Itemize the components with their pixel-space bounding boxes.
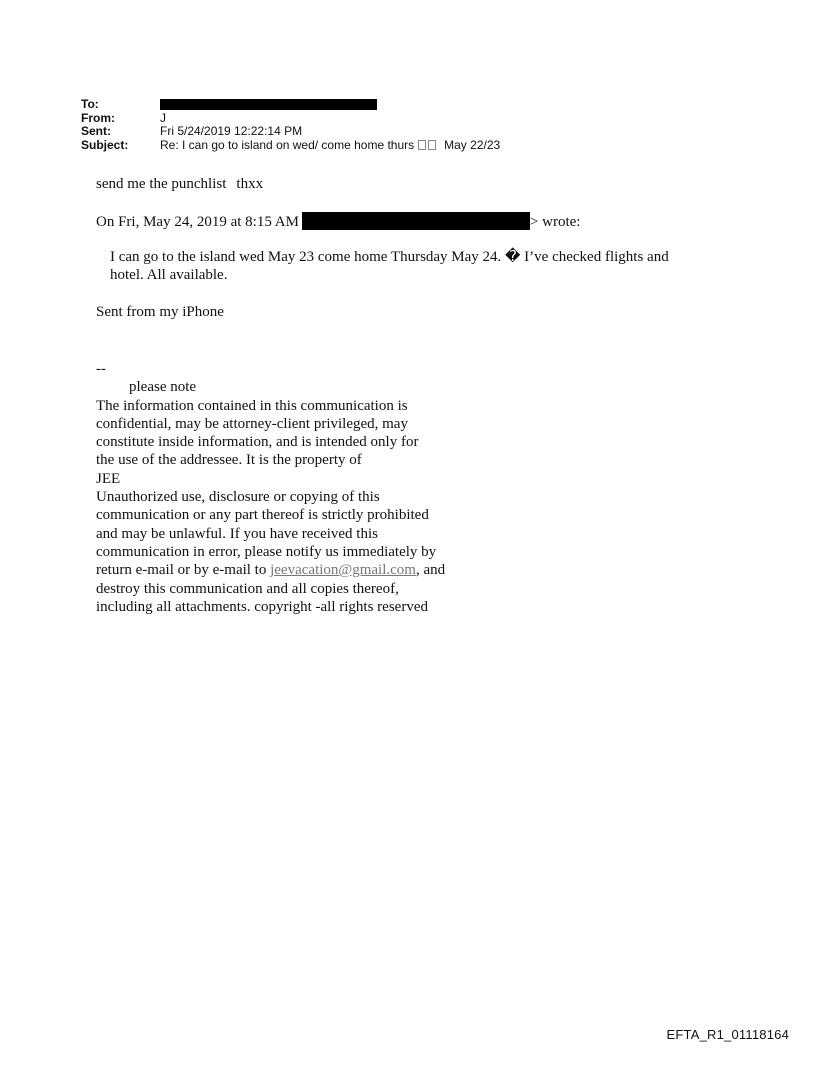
quote-intro-wrote: > wrote:	[529, 214, 581, 230]
disclaimer-email-line	[96, 561, 445, 579]
confidentiality-disclaimer	[96, 360, 445, 616]
email-suffix: , and	[415, 562, 446, 579]
header-sent-row	[81, 125, 500, 139]
reply-text: send me the punchlist	[96, 176, 227, 192]
disclaimer-line: communication in error, please notify us immediately by	[96, 543, 437, 560]
disclaimer-line: confidential, may be attorney-client privileged, may	[96, 415, 408, 432]
unrendered-glyph-icon	[418, 139, 438, 153]
disclaimer-line: the use of the addressee. It is the property of	[96, 452, 362, 469]
quoted-line: hotel. All available.	[110, 267, 228, 283]
disclaimer-line: destroy this communication and all copies thereof,	[96, 580, 399, 597]
sent-value: Fri 5/24/2019 12:22:14 PM	[160, 124, 303, 138]
email-link[interactable]: jeevacation@gmail.com	[270, 562, 416, 579]
quoted-line: I can go to the island wed May 23 come home Thursday May 24. � I’ve checked flights and	[110, 249, 669, 265]
disclaimer-line: The information contained in this communication is	[96, 397, 408, 414]
disclaimer-line: Unauthorized use, disclosure or copying of this	[96, 489, 380, 506]
quote-intro	[96, 212, 580, 231]
disclaimer-line: JEE	[96, 470, 121, 487]
subject-suffix: May 22/23	[444, 137, 501, 152]
header-subject-row	[81, 139, 500, 153]
signature: Sent from my iPhone	[96, 304, 224, 320]
disclaimer-note: please note	[129, 379, 197, 396]
reply-line	[96, 175, 263, 193]
signature-separator: --	[96, 361, 106, 377]
from-value: J	[160, 110, 166, 125]
disclaimer-line: communication or any part thereof is strictly prohibited	[96, 507, 429, 524]
quote-intro-text: On Fri, May 24, 2019 at 8:15 AM	[96, 214, 299, 230]
from-label: From:	[81, 110, 115, 125]
redacted-sender	[302, 212, 530, 230]
disclaimer-line: and may be unlawful. If you have received this	[96, 525, 378, 542]
email-header	[81, 98, 500, 152]
header-from-row	[81, 112, 500, 126]
disclaimer-line: including all attachments. copyright -all rights reserved	[96, 598, 428, 615]
disclaimer-line: constitute inside information, and is intended only for	[96, 434, 419, 451]
subject-value: Re: I can go to island on wed/ come home thurs	[160, 137, 415, 152]
header-to-row	[81, 98, 500, 112]
redacted-recipient	[160, 99, 377, 110]
reply-signoff: thxx	[236, 176, 264, 192]
subject-label: Subject:	[81, 137, 129, 152]
document-id: EFTA_R1_01118164	[666, 1027, 789, 1042]
sent-label: Sent:	[81, 124, 111, 138]
quoted-message	[110, 248, 669, 284]
to-label: To:	[81, 97, 99, 111]
email-prefix: return e-mail or by e-mail to	[96, 562, 271, 579]
